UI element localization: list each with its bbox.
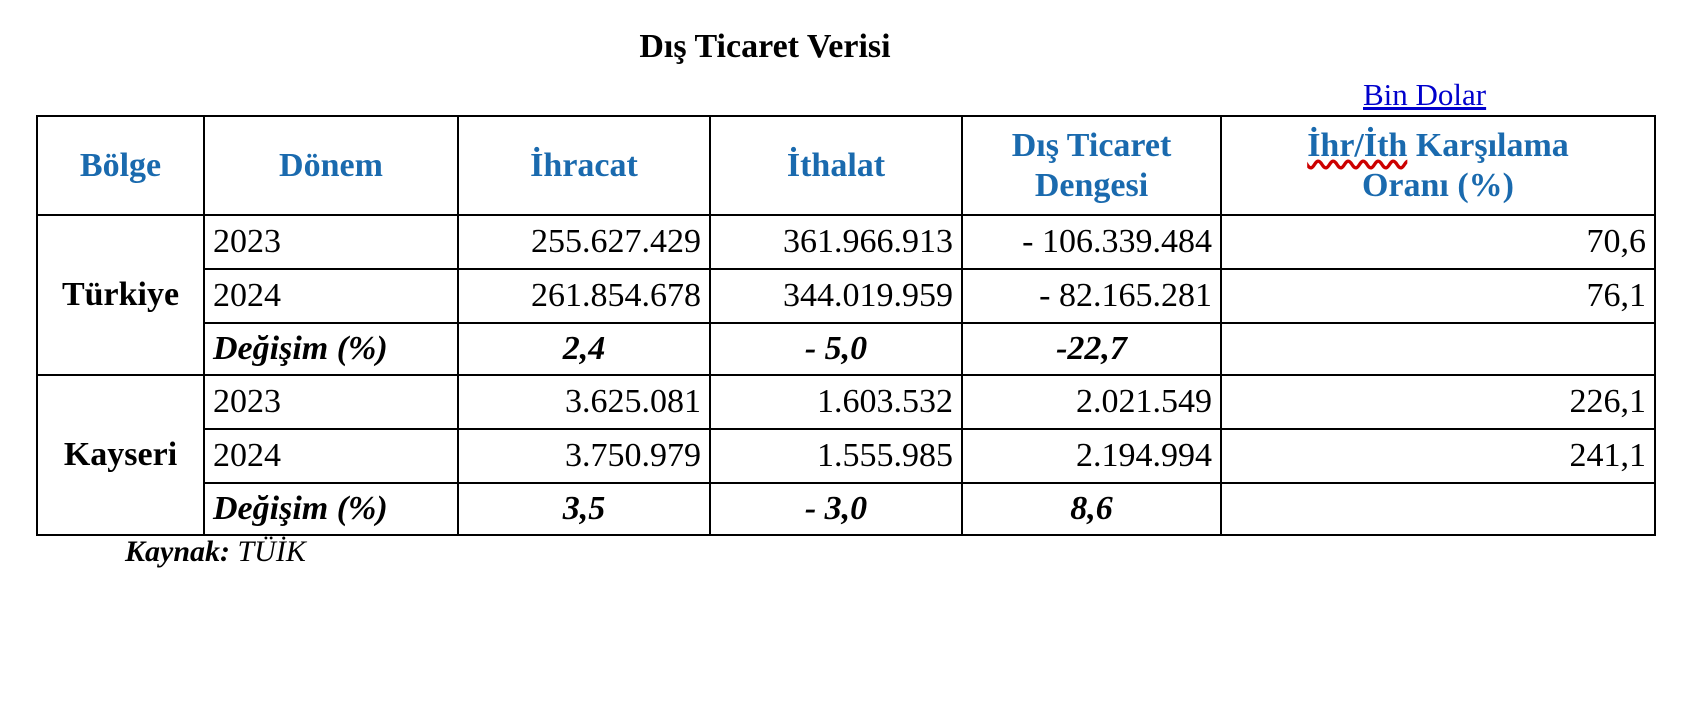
page-title: Dış Ticaret Verisi [639, 28, 891, 65]
coverage-cell: 76,1 [1221, 269, 1655, 323]
change-row [37, 323, 1655, 375]
export-cell: 255.627.429 [458, 215, 710, 269]
coverage-cell: 226,1 [1221, 375, 1655, 429]
period-cell: 2023 [204, 375, 458, 429]
change-label: Değişim (%) [204, 323, 458, 375]
table-row [37, 215, 1655, 269]
export-cell: 3.625.081 [458, 375, 710, 429]
import-cell: 361.966.913 [710, 215, 962, 269]
change-export: 2,4 [458, 323, 710, 375]
change-import: - 5,0 [710, 323, 962, 375]
change-balance: 8,6 [962, 483, 1221, 535]
change-export: 3,5 [458, 483, 710, 535]
trade-table [36, 115, 1656, 536]
table-row [37, 269, 1655, 323]
source-value: TÜİK [237, 535, 306, 568]
period-cell: 2024 [204, 269, 458, 323]
import-cell: 1.555.985 [710, 429, 962, 483]
import-cell: 344.019.959 [710, 269, 962, 323]
table-row [37, 375, 1655, 429]
balance-cell: 2.194.994 [962, 429, 1221, 483]
region-cell: Türkiye [37, 215, 204, 375]
header-balance-line1: Dış Ticaret [1011, 126, 1172, 164]
change-balance: -22,7 [962, 323, 1221, 375]
change-import: - 3,0 [710, 483, 962, 535]
header-export: İhracat [458, 116, 710, 215]
header-coverage-line2: Oranı (%) [1361, 166, 1515, 204]
balance-cell: - 82.165.281 [962, 269, 1221, 323]
header-coverage-abbr: İhr/İth [1307, 126, 1408, 164]
change-coverage [1221, 483, 1655, 535]
header-period: Dönem [204, 116, 458, 215]
header-balance [962, 116, 1221, 215]
import-cell: 1.603.532 [710, 375, 962, 429]
balance-cell: - 106.339.484 [962, 215, 1221, 269]
export-cell: 261.854.678 [458, 269, 710, 323]
change-row [37, 483, 1655, 535]
source-note [125, 535, 306, 569]
unit-link[interactable]: Bin Dolar [1363, 77, 1487, 112]
coverage-cell: 70,6 [1221, 215, 1655, 269]
header-import: İthalat [710, 116, 962, 215]
header-coverage [1221, 116, 1655, 215]
period-cell: 2024 [204, 429, 458, 483]
balance-cell: 2.021.549 [962, 375, 1221, 429]
header-coverage-rest: Karşılama [1415, 126, 1569, 164]
period-cell: 2023 [204, 215, 458, 269]
change-label: Değişim (%) [204, 483, 458, 535]
header-region: Bölge [37, 116, 204, 215]
table-row [37, 429, 1655, 483]
header-balance-line2: Dengesi [1034, 166, 1149, 204]
source-label: Kaynak: [125, 535, 230, 568]
export-cell: 3.750.979 [458, 429, 710, 483]
region-cell: Kayseri [37, 375, 204, 535]
table-header-row [37, 116, 1655, 215]
change-coverage [1221, 323, 1655, 375]
coverage-cell: 241,1 [1221, 429, 1655, 483]
